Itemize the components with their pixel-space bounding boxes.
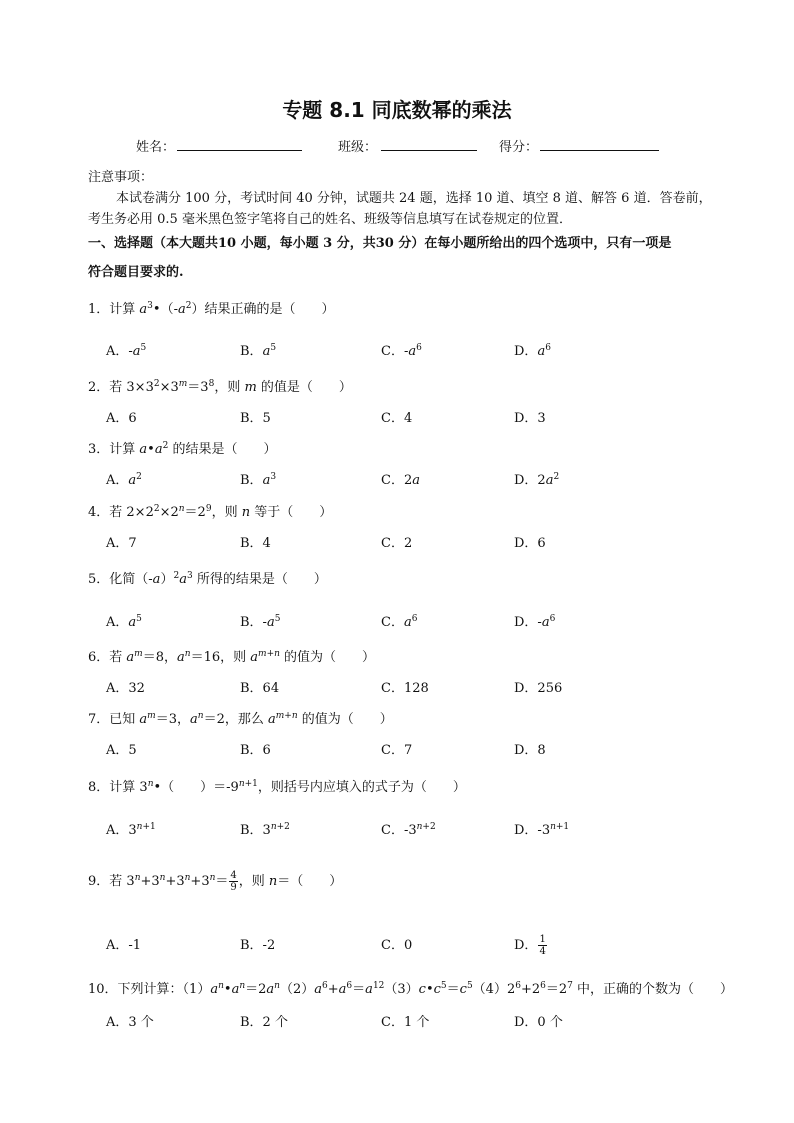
question-stem: 6．若 $a^m=8$，$a^n=16$，则 $a^{m+n}$ 的值为（ ） [88,649,376,665]
answer-option-d: D．256 [514,681,563,696]
notice-heading: 注意事项： [88,170,154,185]
score-label: 得分： [499,140,539,155]
answer-option-b: B．6 [240,743,271,758]
answer-option-a: A．$3^{n+1}$ [106,822,156,838]
answer-option-b: B．$-a^5$ [240,614,281,630]
answer-option-c: C．0 [381,938,413,953]
question-stem: 10．下列计算：$(1)a^n•a^n=2a^n(2)a^6+a^6=a^{12}(3)c•c^5=c^5(4)2^6+2^6=2^7$ 中，正确的个数为（ ） [88,981,734,997]
answer-option-d: D．3 [514,411,546,426]
answer-option-c: C．2a [381,473,420,488]
answer-option-a: A．5 [106,743,137,758]
answer-option-c: C．$-3^{n+2}$ [381,822,436,838]
answer-option-d: D．6 [514,536,546,551]
name-blank[interactable] [177,150,302,151]
question-stem: 1．计算 $a^3•(-a^2)$结果正确的是（ ） [88,301,335,317]
answer-option-a: A．-1 [106,938,142,953]
answer-option-a: A．3 个 [106,1015,154,1030]
question-stem: 5．化简$(-a)^2a^3$ 所得的结果是（ ） [88,571,327,587]
notice-line-2: 考生务必用 0.5 毫米黑色签字笔将自己的姓名、班级等信息填写在试卷规定的位置． [88,212,572,227]
question-stem: 3．计算 $a•a^2$ 的结果是（ ） [88,441,277,457]
question-stem: 9．若 $3^n+3^n+3^n+3^n=$ $\frac{4}{9}$ ，则 n＝（ ） [88,870,343,893]
answer-option-b: B．-2 [240,938,276,953]
class-label: 班级： [338,140,378,155]
question-stem: 7．已知 $a^m=3$，$a^n=2$，那么 $a^{m+n}$ 的值为（ ） [88,711,393,727]
section-heading-cont: 符合题目要求的. [88,265,184,280]
answer-option-a: A．$a^2$ [106,472,142,488]
answer-option-c: C．128 [381,681,429,696]
answer-option-a: A．$-a^5$ [106,343,147,359]
answer-option-c: C．$-a^6$ [381,343,422,359]
answer-option-c: C．7 [381,743,413,758]
score-blank[interactable] [540,150,659,151]
answer-option-a: A．$a^5$ [106,614,142,630]
answer-option-b: B．$3^{n+2}$ [240,822,290,838]
answer-option-b: B．$a^3$ [240,472,277,488]
notice-line-1: 本试卷满分 100 分，考试时间 40 分钟，试题共 24 题，选择 10 道、填空 8 道、解答 6 道．答卷前， [116,191,712,206]
answer-option-c: C．1 个 [381,1015,430,1030]
answer-option-d: D．$-3^{n+1}$ [514,822,570,838]
answer-option-b: B．64 [240,681,280,696]
answer-option-c: C．2 [381,536,413,551]
question-stem: 8．计算 3$^n$•（ ）$=-9^{n+1}$，则括号内应填入的式子为（ ） [88,779,466,795]
answer-option-d: D．$a^6$ [514,343,551,359]
answer-option-c: C．4 [381,411,413,426]
answer-option-d: D． $\frac{1}{4}$ [514,934,546,957]
answer-option-b: B．4 [240,536,271,551]
answer-option-b: B．$a^5$ [240,343,277,359]
answer-option-d: D．8 [514,743,546,758]
answer-option-d: D．$2a^2$ [514,472,560,488]
answer-option-d: D．0 个 [514,1015,563,1030]
question-stem: 2．若 $3\times 3^2\times 3^m=3^8$，则 m 的值是（ ） [88,379,352,395]
class-blank[interactable] [381,150,477,151]
question-stem: 4．若 $2\times 2^2\times 2^n=2^9$，则 n 等于（ ） [88,504,333,520]
page-title: 专题 8.1 同底数幂的乘法 [282,98,512,122]
answer-option-b: B．5 [240,411,271,426]
answer-option-d: D．$-a^6$ [514,614,556,630]
answer-option-c: C．$a^6$ [381,614,418,630]
section-heading: 一、选择题（本大题共10 小题，每小题 3 分，共30 分）在每小题所给出的四个选项中，只有一项是 [88,236,672,251]
answer-option-b: B．2 个 [240,1015,288,1030]
answer-option-a: A．7 [106,536,137,551]
name-label: 姓名： [136,140,176,155]
answer-option-a: A．6 [106,411,137,426]
answer-option-a: A．32 [106,681,145,696]
